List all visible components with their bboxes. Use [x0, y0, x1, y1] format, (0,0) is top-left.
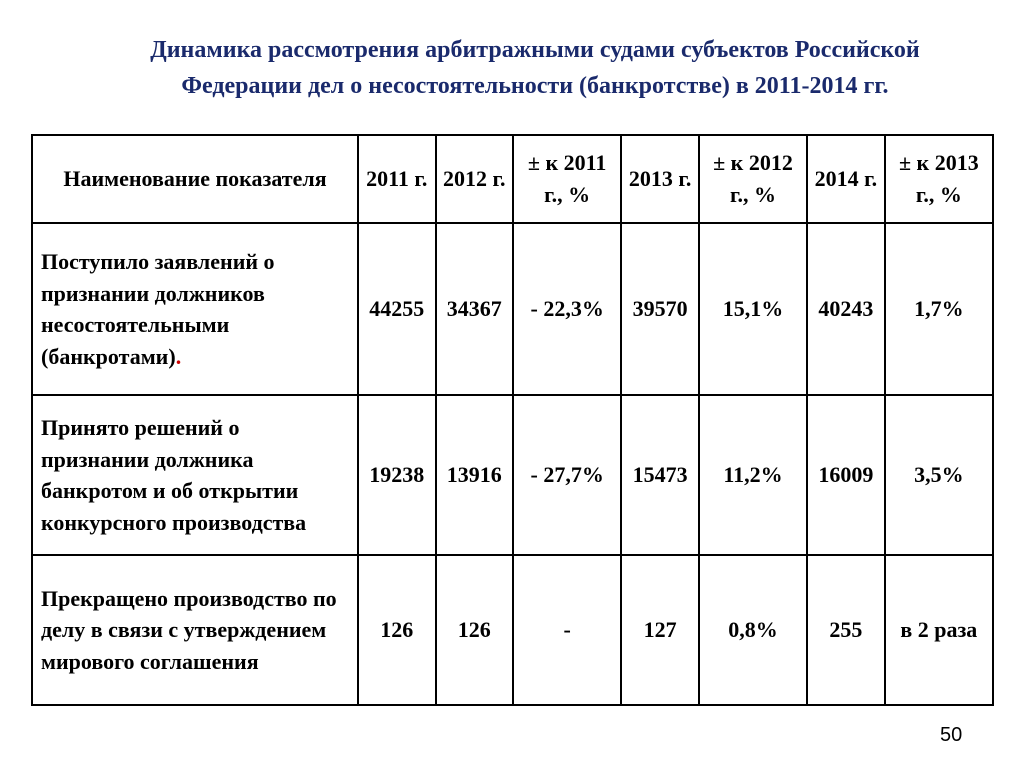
cell-2014: 16009: [807, 395, 885, 555]
header-2014: 2014 г.: [807, 135, 885, 223]
cell-change-vs-2012: 15,1%: [699, 223, 807, 395]
table-row: [32, 555, 993, 705]
row-label: [32, 223, 358, 395]
cell-2012: 126: [436, 555, 514, 705]
row-label: Прекращено производство по делу в связи с утверждением мирового соглашения: [32, 555, 358, 705]
cell-2014: 255: [807, 555, 885, 705]
cell-2013: 15473: [621, 395, 699, 555]
row-label: Принято решений о признании должника банкротом и об открытии конкурсного производства: [32, 395, 358, 555]
cell-change-vs-2012: 0,8%: [699, 555, 807, 705]
cell-change-vs-2012: 11,2%: [699, 395, 807, 555]
cell-2012: 34367: [436, 223, 514, 395]
table-row: [32, 223, 993, 395]
table-row: [32, 395, 993, 555]
header-change-vs-2013: ± к 2013 г., %: [885, 135, 993, 223]
row-label-text: Поступило заявлений о признании должников несостоятельными (банкротами): [41, 249, 275, 369]
row-label-dot: .: [175, 343, 182, 369]
header-2012: 2012 г.: [436, 135, 514, 223]
cell-2011: 126: [358, 555, 436, 705]
bankruptcy-statistics-table: [31, 134, 994, 706]
header-change-vs-2012: ± к 2012 г., %: [699, 135, 807, 223]
table-header-row: [32, 135, 993, 223]
cell-change-vs-2013: в 2 раза: [885, 555, 993, 705]
cell-change-vs-2013: 1,7%: [885, 223, 993, 395]
cell-2013: 127: [621, 555, 699, 705]
header-indicator-name: Наименование показателя: [32, 135, 358, 223]
cell-change-vs-2011: - 27,7%: [513, 395, 621, 555]
cell-change-vs-2013: 3,5%: [885, 395, 993, 555]
cell-2013: 39570: [621, 223, 699, 395]
header-change-vs-2011: ± к 2011 г., %: [513, 135, 621, 223]
slide-title-line-2: Федерации дел о несостоятельности (банкротстве) в 2011-2014 гг.: [181, 73, 889, 99]
cell-2011: 19238: [358, 395, 436, 555]
cell-change-vs-2011: - 22,3%: [513, 223, 621, 395]
slide-title: [60, 32, 1010, 104]
cell-2014: 40243: [807, 223, 885, 395]
page-number: 50: [940, 724, 963, 746]
slide-title-line-1: Динамика рассмотрения арбитражными судами субъектов Российской: [150, 37, 920, 63]
header-2011: 2011 г.: [358, 135, 436, 223]
cell-change-vs-2011: -: [513, 555, 621, 705]
cell-2012: 13916: [436, 395, 514, 555]
header-2013: 2013 г.: [621, 135, 699, 223]
cell-2011: 44255: [358, 223, 436, 395]
